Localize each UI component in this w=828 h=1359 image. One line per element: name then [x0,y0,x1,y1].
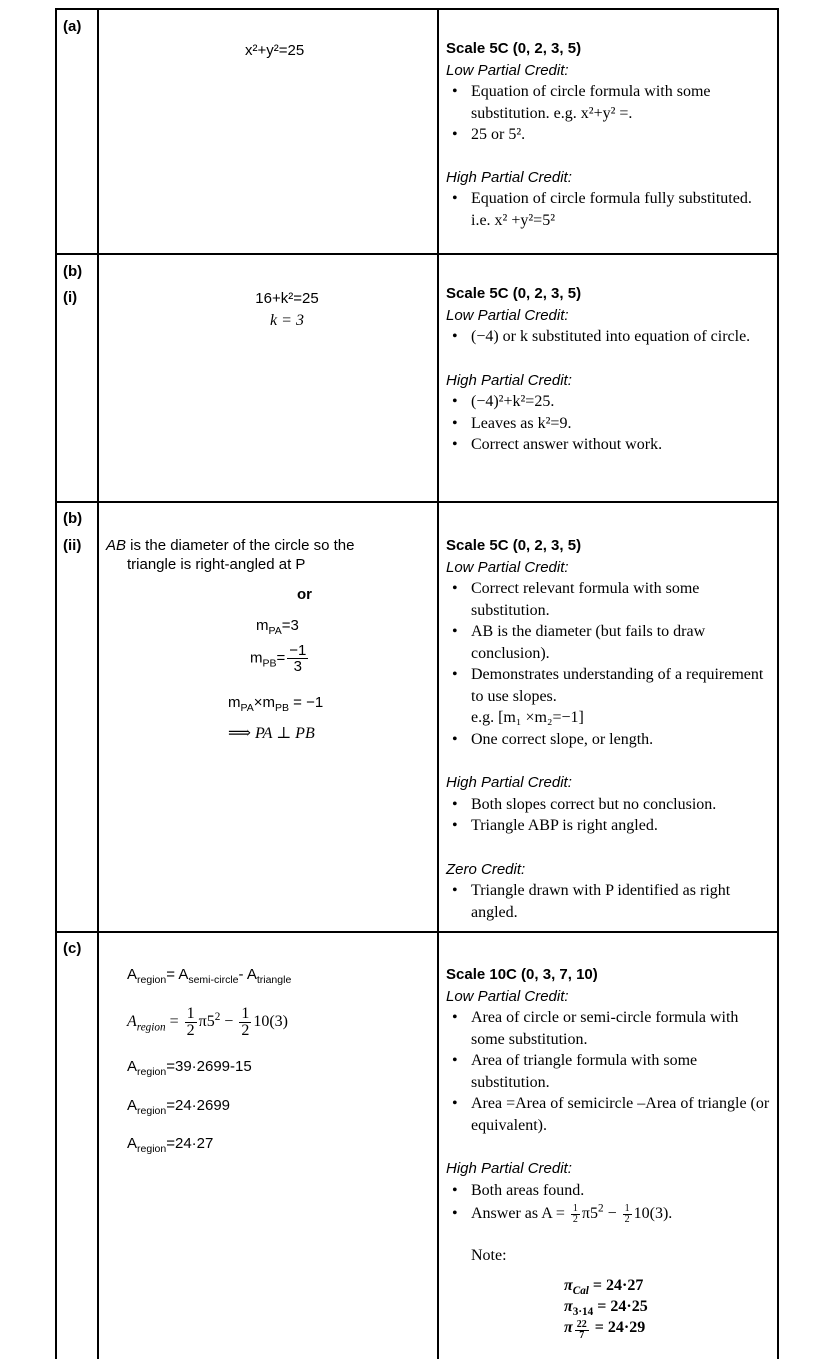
row-a-answer [245,42,304,59]
low-credit-list [446,81,772,146]
region-line-5: $A_{region}=24\cdot 27$ [127,1135,214,1155]
scale-heading: Scale 10C (0, 3, 7, 10) [446,966,598,983]
table-border-left [55,8,57,1359]
or-text: or [297,586,312,603]
row-bii-answer [106,537,431,742]
note-pi-227: π $\frac{22}{7}$ = 24·29 [564,1318,646,1341]
row-divider-1 [56,253,778,255]
row-bi-sublabel: (i) [63,289,78,306]
list-item: • Both slopes correct but no conclusion. [446,794,772,816]
row-bi-criteria [446,283,772,456]
list-item: • Equation of circle formula fully substituted. i.e. x² +y²=5² [446,188,772,231]
note-pi-cal: $\pi_{Cal} = 24\cdot 27$ [564,1276,644,1297]
high-credit-title: High Partial Credit: [446,168,572,186]
list-item: • Demonstrates understanding of a requirement to use slopes. e.g. [m₁ ×m₂=−1] [446,664,772,729]
low-credit-title: Low Partial Credit: [446,987,569,1005]
slope-product: $m_{PA}\times m_{PB} = -1$ [228,694,324,714]
list-item: • Both areas found. [446,1180,772,1202]
low-credit-title: Low Partial Credit: [446,61,569,79]
row-c-label: (c) [63,940,82,957]
list-item: • AB is the diameter (but fails to draw conclusion). [446,621,772,664]
high-credit-title: High Partial Credit: [446,371,572,389]
table-border-label-col [97,8,99,1359]
circle-equation: x²+y²=25 [245,42,305,59]
list-item: • Triangle drawn with P identified as right angled. [446,880,772,923]
row-a-label: (a) [63,18,82,35]
answer-line: k = 3 [270,312,304,329]
zero-credit-list [446,880,772,923]
high-credit-list [446,391,772,456]
region-substitution: $A_{region}$ = $\frac{1}{2}$ $\pi 5^2$ − $\frac{1}{2}$ 10(3) [127,1005,288,1039]
row-bii-criteria [446,535,772,923]
table-border-top [56,8,778,10]
low-credit-title: Low Partial Credit: [446,558,569,576]
diameter-statement-cont: triangle is right-angled at P [127,556,306,573]
list-item: • Area =Area of semicircle –Area of triangle (or equivalent). [446,1093,772,1136]
high-credit-list [446,1180,772,1228]
zero-credit-title: Zero Credit: [446,860,526,878]
high-credit-list [446,794,772,837]
list-item: • Triangle ABP is right angled. [446,815,772,837]
perpendicular-conclusion: ⟹ PA ⊥ PB [228,725,315,742]
list-item: • (−4) or k substituted into equation of circle. [446,326,772,348]
low-credit-list [446,578,772,750]
row-c-criteria [446,964,772,1341]
note-pi-314: $\pi_{3\cdot 14} = 24\cdot 25$ [564,1297,648,1318]
table-border-mid [437,8,439,1359]
list-item: • Correct relevant formula with some substitution. [446,578,772,621]
region-line-3: $A_{region}=39\cdot 2699-15$ [127,1058,252,1078]
list-item: • (−4)²+k²=25. [446,391,772,413]
list-item: • Equation of circle formula with some substitution. e.g. x²+y² =. [446,81,772,124]
region-formula: $A_{region}= A_{semi-circle}-$ $A_{triangle}$ [127,966,292,986]
slope-pa: $m_{PA}=3$ [256,617,299,637]
list-item: • Leaves as k²=9. [446,413,772,435]
scale-heading: Scale 5C (0, 2, 3, 5) [446,537,582,554]
high-credit-title: High Partial Credit: [446,1160,572,1177]
low-credit-list [446,326,772,348]
low-credit-title: Low Partial Credit: [446,306,569,324]
list-item: • Correct answer without work. [446,434,772,456]
diameter-statement: AB is the diameter of the circle so the [106,537,355,554]
row-bi-label: (b) [63,263,83,280]
note-title: Note: [471,1247,507,1264]
list-item: • One correct slope, or length. [446,729,772,751]
table-border-right [777,8,779,1359]
row-bi-answer [244,290,330,330]
note-values [564,1275,772,1341]
high-credit-list [446,188,772,231]
row-divider-3 [56,931,778,933]
high-credit-title: High Partial Credit: [446,774,572,791]
slope-pb: $m_{PB}=$ $\frac{-1}{3}$ [250,642,307,675]
region-line-4: $A_{region}=24\cdot 2699$ [127,1097,231,1117]
row-a-criteria [446,38,772,231]
list-item: • Answer as A = $\frac{1}{2}$ $\pi 5^2$ − $\frac{1}{2}$ 10(3). [446,1201,772,1227]
answer-line: 16+k²=25 [255,290,319,307]
scale-heading: Scale 5C (0, 2, 3, 5) [446,285,582,302]
scale-heading: Scale 5C (0, 2, 3, 5) [446,40,582,57]
row-divider-2 [56,501,778,503]
row-c-answer [127,966,427,1155]
list-item: • Area of circle or semi-circle formula with some substitution. [446,1007,772,1050]
list-item: • Area of triangle formula with some substitution. [446,1050,772,1093]
row-bii-label: (b) [63,510,83,527]
row-bii-sublabel: (ii) [63,537,82,554]
low-credit-list [446,1007,772,1136]
slope-example: e.g. [m₁ ×m₂=−1] [471,709,584,726]
list-item: • 25 or 5². [446,124,772,146]
